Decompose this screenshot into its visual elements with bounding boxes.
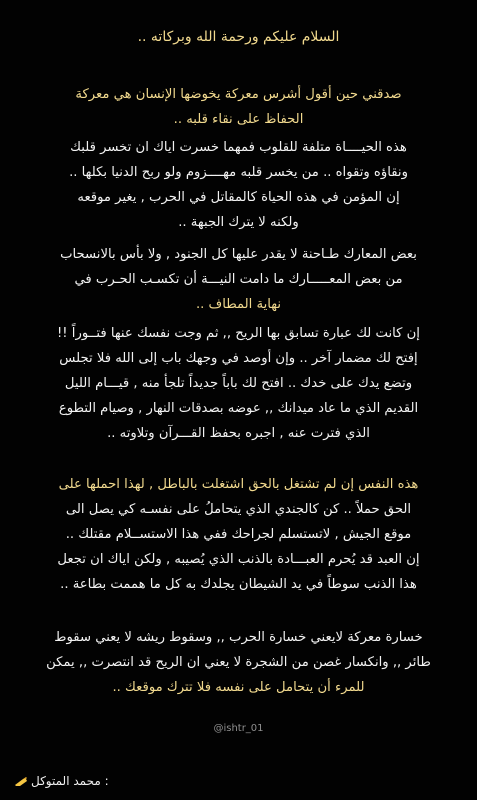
text-line: صدقني حين أقول أشرس معركة يخوضها الإنسان هي معركة: [75, 87, 402, 102]
text-line: إفتح لك مضمار آخر .. وإن أوصد في وجهك باب إلى الله فلا تجلس: [59, 351, 418, 366]
paragraph-soul-truth: [18, 472, 459, 597]
text-line: من بعض المعـــــارك ما دامت النيـــة أن تكسـب الحـرب في: [74, 272, 403, 287]
paragraph-battles: [18, 242, 459, 317]
text-line: بعض المعارك طـاحنة لا يقدر عليها كل الجنود , ولا بأس بالانسحاب: [60, 247, 417, 262]
text-line: وتضع يدك على خدك .. افتح لك باباً جديداً تلجأ منه , قيـــام الليل: [64, 376, 413, 391]
watermark-handle: @ishtr_01: [213, 723, 264, 734]
text-line: هذه الحيــــاة متلفة للقلوب فمهما خسرت اياك ان تخسر قلبك: [70, 140, 407, 155]
text-line: ونقاؤه وتقواه .. من يخسر قلبه مهــــزوم ولو ربح الدنيا بكلها ..: [69, 165, 408, 180]
text-line: إن المؤمن في هذه الحياة كالمقاتل في الحرب , يغير موقعه: [77, 190, 400, 205]
text-line: إن العبد قد يُحرم العبـــادة بالذنب الذي يُصيبه , ولكن اياك ان تجعل: [57, 552, 420, 567]
text-line: طائر ,, وانكسار غصن من الشجرة لا يعني ان الريح قد انتصرت ,, يمكن: [46, 655, 431, 670]
text-line: الحفاظ على نقاء قلبه ..: [173, 112, 304, 127]
text-line: للمرء أن يتحامل على نفسه فلا تترك موقعك ..: [112, 680, 365, 695]
paragraph-new-door: [18, 321, 459, 446]
text-line: نهاية المطاف ..: [195, 297, 282, 312]
paragraph-life-hearts: [18, 135, 459, 235]
text-line: الحق حملاً .. كن كالجندي الذي يتحاملُ على نفسـه كي يصل الى: [65, 502, 412, 517]
paragraph-losing-battle: [18, 625, 459, 700]
writing-hand-icon: [14, 776, 28, 786]
greeting-line: السلام عليكم ورحمة الله وبركاته ..: [137, 29, 340, 45]
text-line: هذا الذنب سوطاً في يد الشيطان يجلدك به كل ما هممت بطاعة ..: [60, 577, 417, 592]
text-line: هذه النفس إن لم تشتغل بالحق اشتغلت بالباطل , لهذا احملها على: [58, 477, 419, 492]
text-line: خسارة معركة لايعني خسارة الحرب ,, وسقوط ريشه لا يعني سقوط: [54, 630, 423, 645]
text-line: موقع الجيش , لاتستسلم لجراحك ففي هذا الاستســلام مقتلك ..: [65, 527, 412, 542]
text-line: ولكنه لا يترك الجبهة ..: [178, 215, 299, 230]
paragraph-heart-purity: [18, 82, 459, 132]
text-line: القديم الذي ما عاد ميدانك ,, عوضه بصدقات النهار , وصيام التطوع: [58, 401, 419, 416]
text-line: الذي فترت عنه , اجبره بحفظ القـــرآن وتلاوته ..: [107, 426, 370, 441]
signature-label: : محمد المتوكل: [31, 774, 109, 788]
text-line: إن كانت لك عبارة تسابق بها الريح ,, ثم وجت نفسك عنها فتــوراً !!: [57, 326, 420, 341]
author-signature: [14, 774, 109, 788]
